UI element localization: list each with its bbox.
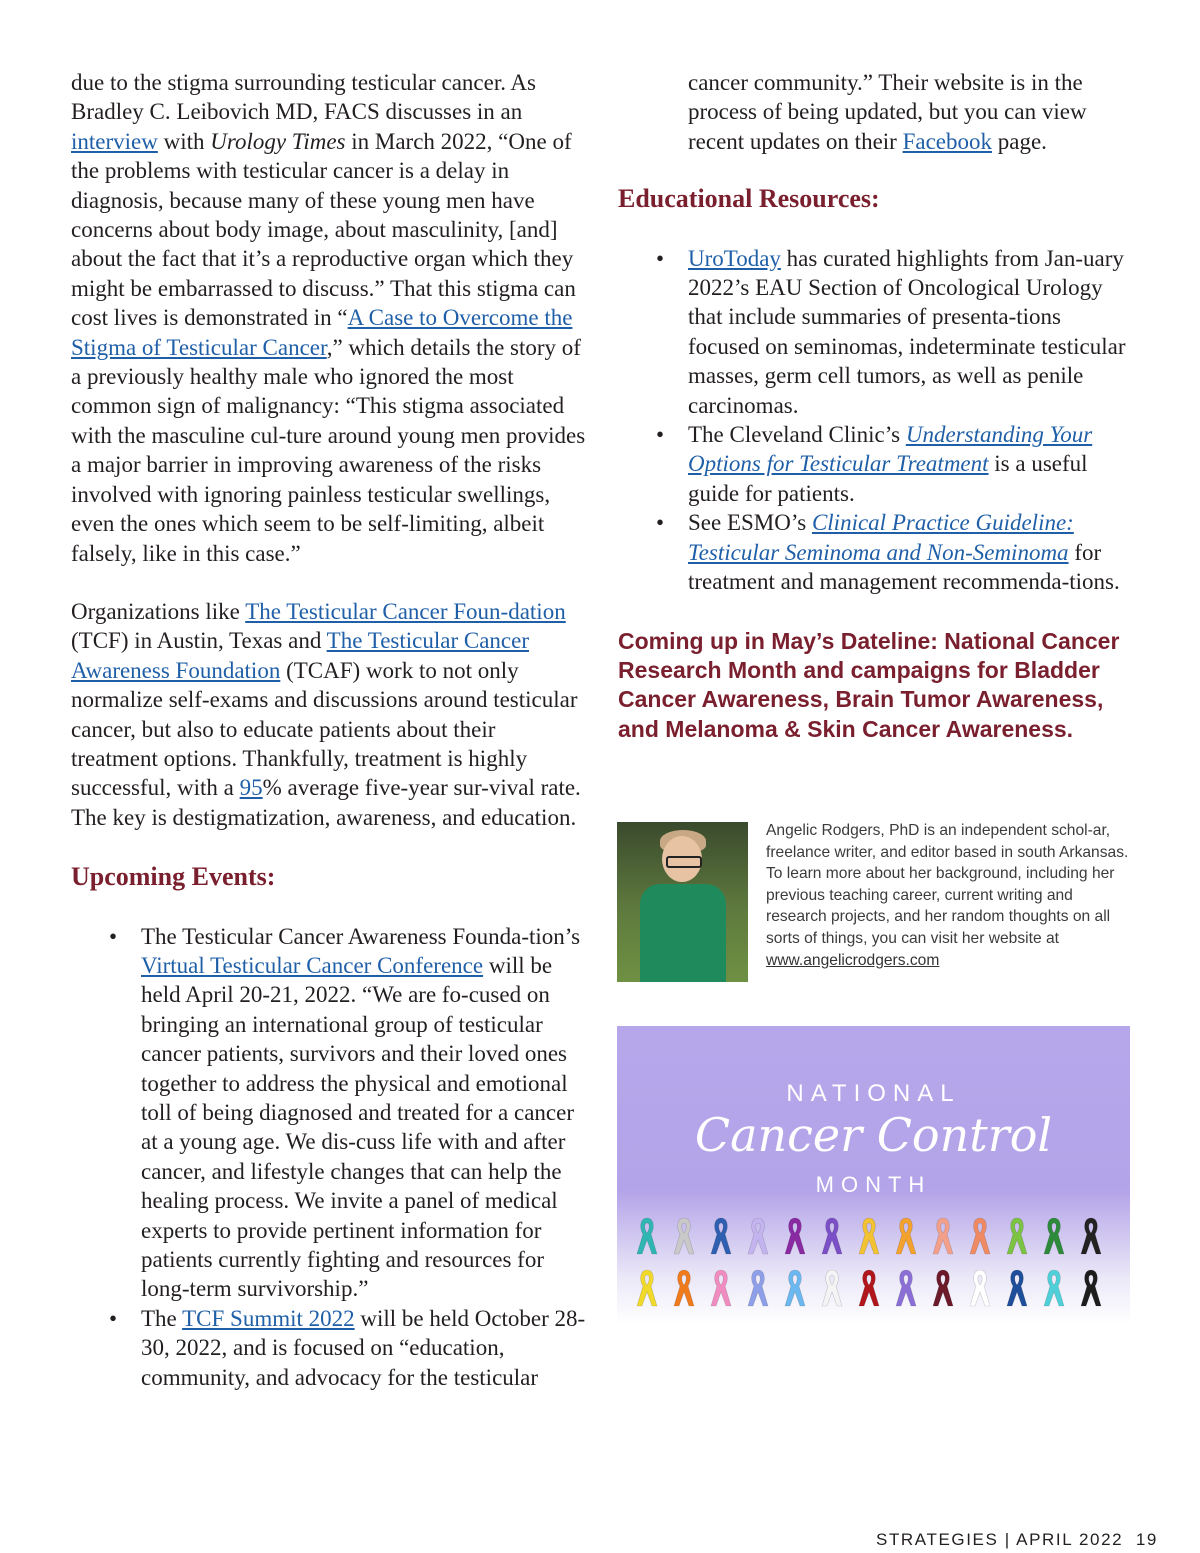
bio-text <box>766 820 1136 971</box>
awareness-ribbon-icon <box>672 1268 696 1308</box>
text: ,” which details the story of a previously healthy male who ignored the most common sign of malignancy: “This stigma associated with the masculine cul-ture around young men provides a major barrier in improving awareness of the risks involved with ignoring painless testicular swellings, even the ones which seem to be self-limiting, albeit falsely, like in this case.” <box>71 334 586 566</box>
awareness-ribbon-icon <box>1005 1216 1029 1256</box>
text: See ESMO’s <box>688 510 812 536</box>
text: due to the stigma surrounding testicular cancer. As Bradley C. Leibovich MD, FACS discusses in an <box>71 70 536 125</box>
author-website-link[interactable]: www.angelicrodgers.com <box>766 951 940 969</box>
awareness-ribbon-icon <box>746 1268 770 1308</box>
text: will be held April 20-21, 2022. “We are fo-cused on bringing an international group of testicular cancer patients, survivors and their loved ones together to address the physical and emotional toll of being diagnosed and treated for a cancer at a young age. We dis-cuss life with and after cancer, and lifestyle changes that can help the healing process. We invite a panel of medical experts to provide pertinent information for patients currently fighting and resources for long-term survivorship.” <box>141 952 574 1302</box>
photo-glasses <box>666 856 702 868</box>
awareness-ribbon-icon <box>783 1268 807 1308</box>
awareness-ribbon-icon <box>672 1216 696 1256</box>
awareness-ribbon-icon <box>1079 1268 1103 1308</box>
awareness-ribbon-icon <box>746 1216 770 1256</box>
awareness-ribbon-icon <box>820 1268 844 1308</box>
author-photo <box>617 822 748 982</box>
text: cancer community.” Their website is in the process of being updated, but you can view recent updates on their <box>688 70 1087 154</box>
journal-name: Urology Times <box>210 128 346 154</box>
list-item <box>688 420 1136 508</box>
awareness-ribbon-icon <box>894 1216 918 1256</box>
paragraph-organizations <box>71 597 586 832</box>
tcf-link[interactable]: The Testicular Cancer Foun-dation <box>245 598 566 624</box>
awareness-ribbon-icon <box>1042 1216 1066 1256</box>
text: % average five-year sur-vival rate. The key is destigmatization, awareness, and education. <box>71 775 581 830</box>
awareness-ribbon-icon <box>968 1268 992 1308</box>
awareness-ribbon-icon <box>709 1216 733 1256</box>
upcoming-events-heading: Upcoming Events: <box>71 862 276 892</box>
page-footer <box>876 1530 1158 1550</box>
educational-resources-heading: Educational Resources: <box>618 184 880 214</box>
text: will be held October 28-30, 2022, and is focused on “education, community, and advocacy for the testicular <box>141 1305 586 1390</box>
awareness-ribbon-icon <box>1005 1268 1029 1308</box>
text: (TCF) in Austin, Texas and <box>71 628 327 654</box>
text: The Cleveland Clinic’s <box>688 422 906 448</box>
awareness-ribbon-icon <box>709 1268 733 1308</box>
virtual-conference-link[interactable]: Virtual Testicular Cancer Conference <box>141 952 484 978</box>
text: (TCAF) work to not only normalize self-exams and discussions around testicular cancer, but also to educate patients about their treatment options. Thankfully, treatment is highly successful, with a <box>71 657 578 801</box>
awareness-ribbon-icon <box>1079 1216 1103 1256</box>
awareness-ribbon-icon <box>894 1268 918 1308</box>
paragraph-continued <box>688 68 1136 156</box>
text: The Testicular Cancer Awareness Founda-tion’s <box>141 923 581 949</box>
list-item <box>688 244 1136 420</box>
text: Organizations like <box>71 598 246 624</box>
facebook-link[interactable]: Facebook <box>902 128 993 154</box>
awareness-ribbon-icon <box>635 1216 659 1256</box>
case-study-link[interactable]: A Case to Overcome the Stigma of Testicular Cancer <box>71 305 573 360</box>
survival-rate-link[interactable]: 95 <box>239 775 263 801</box>
esmo-guideline-link[interactable]: Clinical Practice Guideline: Testicular Seminoma and Non-Seminoma <box>688 510 1074 565</box>
awareness-ribbon-icon <box>857 1216 881 1256</box>
text: for treatment and management recommenda-tions. <box>688 539 1120 595</box>
text: with <box>157 128 211 154</box>
text: is a useful guide for patients. <box>688 451 1088 506</box>
awareness-ribbon-icon <box>931 1268 955 1308</box>
urotoday-link[interactable]: UroToday <box>688 245 781 271</box>
banner-national: NATIONAL <box>786 1080 961 1107</box>
banner-title: Cancer Control <box>694 1108 1053 1162</box>
list-item <box>141 1304 586 1392</box>
right-column <box>618 68 1136 744</box>
awareness-ribbon-icon <box>635 1268 659 1308</box>
text: Angelic Rodgers, PhD is an independent schol-ar, freelance writer, and editor based in south Arkansas. To learn more about her background, including her previous teaching career, current writing and research projects, and her random thoughts on all sorts of things, you can visit her website at <box>766 822 1129 947</box>
awareness-ribbon-icon <box>820 1216 844 1256</box>
awareness-ribbon-icon <box>1042 1268 1066 1308</box>
tcf-summit-link[interactable]: TCF Summit 2022 <box>182 1305 355 1331</box>
events-list <box>71 922 586 1393</box>
resources-list <box>618 244 1136 597</box>
cancer-control-month-banner <box>617 1026 1130 1324</box>
left-column <box>71 68 586 1392</box>
list-item <box>141 922 586 1304</box>
text: page. <box>992 128 1047 154</box>
awareness-ribbon-icon <box>968 1216 992 1256</box>
footer-text: STRATEGIES | APRIL 2022 <box>876 1530 1124 1549</box>
coming-up-callout: Coming up in May’s Dateline: National Cancer Research Month and campaigns for Bladder Cancer Awareness, Brain Tumor Awareness, and Melanoma & Skin Cancer Awareness. <box>618 627 1120 742</box>
text: has curated highlights from Jan-uary 2022’s EAU Section of Oncological Urology that include summaries of presenta-tions focused on seminomas, indeterminate testicular masses, germ cell tumors, as well as penile carcinomas. <box>688 245 1126 418</box>
banner-month: MONTH <box>815 1172 932 1197</box>
interview-link[interactable]: interview <box>71 128 158 154</box>
author-bio <box>617 820 1137 982</box>
text: The <box>141 1305 183 1331</box>
tcaf-link[interactable]: The Testicular Cancer Awareness Foundation <box>71 628 529 683</box>
awareness-ribbon-icon <box>857 1268 881 1308</box>
awareness-ribbon-icon <box>931 1216 955 1256</box>
cleveland-clinic-link[interactable]: Understanding Your Options for Testicular Treatment <box>688 422 1093 477</box>
paragraph-stigma <box>71 68 586 568</box>
awareness-ribbon-icon <box>783 1216 807 1256</box>
list-item <box>688 508 1136 596</box>
text: in March 2022, “One of the problems with testicular cancer is a delay in diagnosis, because many of these young men have concerns about body image, about masculinity, [and] about the fact that it’s a reproductive organ which they might be embarrassed to discuss.” That this stigma can cost lives is demonstrated in “ <box>71 128 576 331</box>
photo-shirt <box>640 884 726 982</box>
page-number: 19 <box>1135 1530 1158 1549</box>
